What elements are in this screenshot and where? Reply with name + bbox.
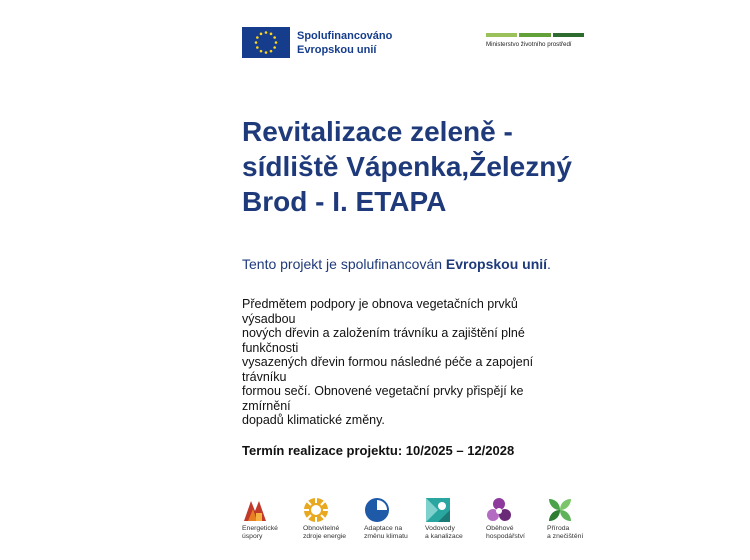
icon-renewable-energy xyxy=(303,497,363,541)
ministry-label: Ministerstvo životního prostředí xyxy=(486,41,572,48)
eu-star xyxy=(265,31,268,34)
description-line: nových dřevin a založením trávníku a zajištění plné funkčnosti xyxy=(242,326,525,355)
eu-star xyxy=(256,36,259,39)
eu-star xyxy=(273,46,276,49)
title-line: Brod - I. ETAPA xyxy=(242,186,447,217)
eu-star xyxy=(270,33,273,36)
eu-star xyxy=(255,41,258,44)
icon-label-line1: Oběhové xyxy=(486,525,514,532)
eu-star xyxy=(265,51,268,54)
icon-label-line1: Vodovody xyxy=(425,525,455,532)
icon-label-line1: Příroda xyxy=(547,525,570,532)
title-line: Revitalizace zeleně - xyxy=(242,116,513,147)
icon-label-line2: úspory xyxy=(242,533,263,540)
icon-label-line1: Energetické xyxy=(242,525,278,532)
nature-pollution-icon xyxy=(547,497,573,523)
icon-label-line2: změnu klimatu xyxy=(364,533,408,540)
icon-label-line2: zdroje energie xyxy=(303,533,347,540)
eu-star xyxy=(275,41,278,44)
project-term xyxy=(242,443,514,458)
eu-star xyxy=(270,50,273,53)
icon-nature-pollution xyxy=(547,497,607,541)
water-sewage-icon xyxy=(425,497,451,523)
project-title xyxy=(242,114,602,219)
ministry-bars-icon xyxy=(486,33,584,37)
description-line: formou sečí. Obnovené vegetační prvky přispějí ke zmírnění xyxy=(242,384,524,413)
circular-economy-icon xyxy=(486,497,512,523)
description-line: vysazených dřevin formou následné péče a zapojení trávníku xyxy=(242,355,534,384)
icon-label-line2: hospodářství xyxy=(486,533,525,540)
eu-logo xyxy=(242,27,392,58)
icon-energy-savings xyxy=(242,497,302,541)
icon-water-sewage xyxy=(425,497,485,541)
eu-label xyxy=(297,29,392,57)
term-label: Termín realizace projektu: xyxy=(242,443,406,458)
cofinancing-prefix: Tento projekt je spolufinancován xyxy=(242,256,446,272)
renewable-energy-icon xyxy=(303,497,329,523)
icon-label-line1: Adaptace na xyxy=(364,525,403,532)
icon-climate-adaptation xyxy=(364,497,424,541)
eu-star xyxy=(273,36,276,39)
cofinancing-statement xyxy=(242,256,551,272)
eu-flag-icon xyxy=(242,27,290,58)
description-line: Předmětem podpory je obnova vegetačních prvků výsadbou xyxy=(242,297,518,326)
eu-label-line1: Spolufinancováno xyxy=(297,29,393,42)
icon-label-line2: a kanalizace xyxy=(425,533,463,540)
climate-adaptation-icon xyxy=(364,497,390,523)
cofinancing-emphasis: Evropskou unií xyxy=(445,256,548,272)
ministry-logo xyxy=(486,33,584,48)
title-line: sídliště Vápenka,Železný xyxy=(242,151,572,182)
icon-circular-economy xyxy=(486,497,546,541)
program-icons xyxy=(242,497,592,547)
icon-label-line1: Obnovitelné xyxy=(303,525,340,532)
energy-savings-icon xyxy=(242,497,268,523)
cofinancing-suffix: . xyxy=(547,256,551,272)
term-value: 10/2025 – 12/2028 xyxy=(405,443,515,458)
eu-star xyxy=(260,33,263,36)
eu-star xyxy=(260,50,263,53)
icon-label-line2: a znečištění xyxy=(547,533,584,540)
description-line: dopadů klimatické změny. xyxy=(242,413,385,427)
eu-label-line2: Evropskou unií xyxy=(297,43,377,56)
eu-star xyxy=(256,46,259,49)
project-description xyxy=(242,297,572,428)
